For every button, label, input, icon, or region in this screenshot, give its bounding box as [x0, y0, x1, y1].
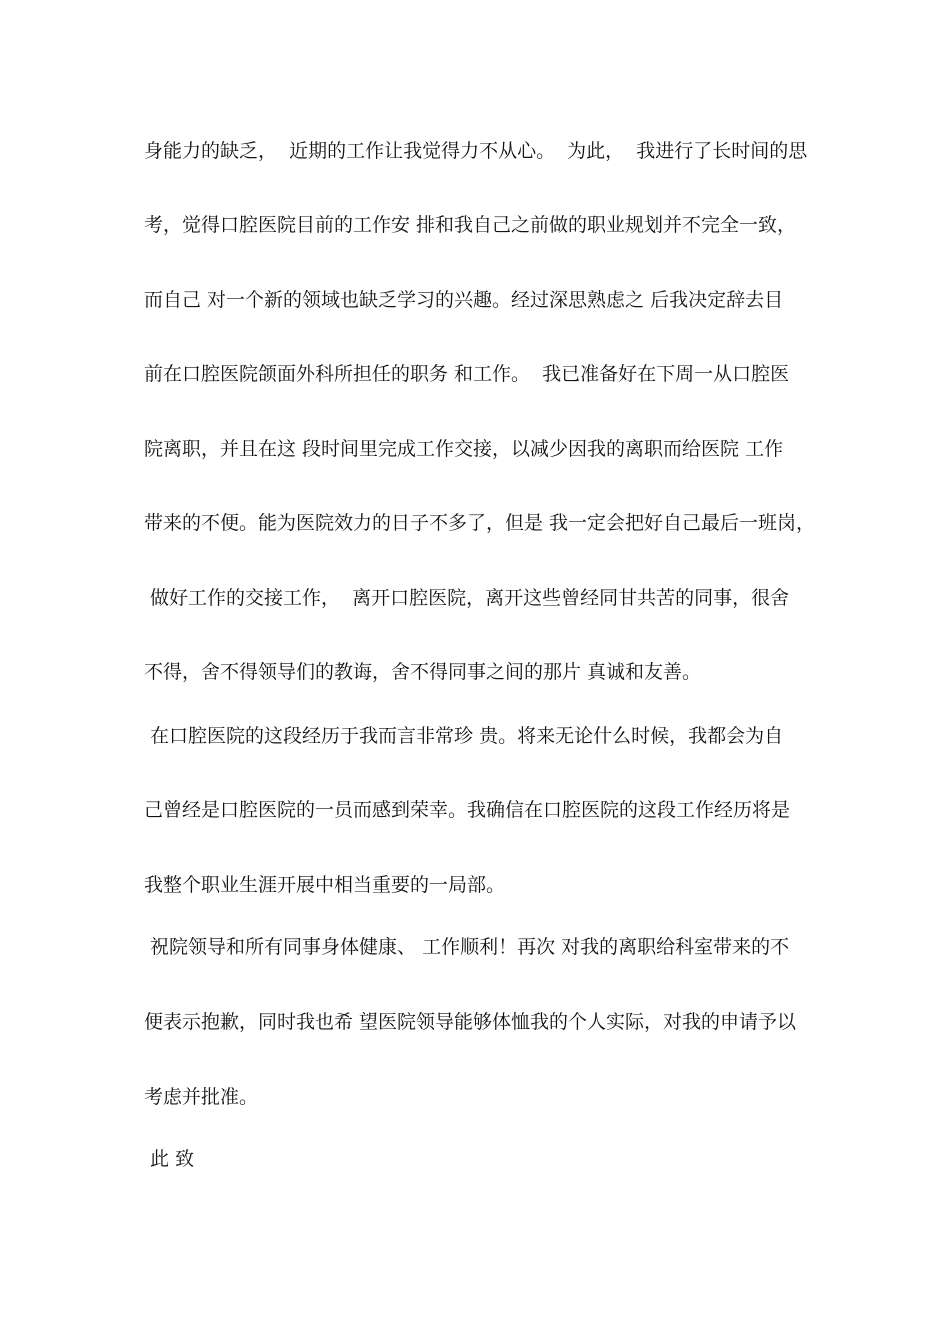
text-line: 我整个职业生涯开展中相当重要的一局部。 — [144, 874, 506, 896]
text-line: 做好工作的交接工作， 离开口腔医院，离开这些曾经同甘共苦的同事，很舍 — [144, 587, 790, 609]
text-line: 身能力的缺乏， 近期的工作让我觉得力不从心。 为此， 我进行了长时间的思 — [144, 140, 808, 162]
text-line: 前在口腔医院颌面外科所担任的职务 和工作。 我已准备好在下周一从口腔医 — [144, 363, 790, 385]
text-line: 考，觉得口腔医院目前的工作安 排和我自己之前做的职业规划并不完全一致， — [144, 214, 797, 236]
text-line: 己曾经是口腔医院的一员而感到荣幸。我确信在口腔医院的这段工作经历将是 — [144, 799, 791, 821]
text-line: 考虑并批准。 — [144, 1086, 259, 1108]
text-line: 在口腔医院的这段经历于我而言非常珍 贵。将来无论什么时候，我都会为自 — [144, 725, 784, 747]
text-line: 此 致 — [144, 1148, 195, 1170]
text-line: 而自己 对一个新的领域也缺乏学习的兴趣。经过深思熟虑之 后我决定辞去目 — [144, 289, 784, 311]
text-line: 带来的不便。能为医院效力的日子不多了，但是 我一定会把好自己最后一班岗， — [144, 512, 816, 534]
text-line: 便表示抱歉，同时我也希 望医院领导能够体恤我的个人实际，对我的申请予以 — [144, 1011, 797, 1033]
text-line: 院离职，并且在这 段时间里完成工作交接，以减少因我的离职而给医院 工作 — [144, 438, 784, 460]
text-line: 不得，舍不得领导们的教诲，舍不得同事之间的那片 真诚和友善。 — [144, 661, 702, 683]
text-line: 祝院领导和所有同事身体健康、 工作顺利！再次 对我的离职给科室带来的不 — [144, 936, 790, 958]
